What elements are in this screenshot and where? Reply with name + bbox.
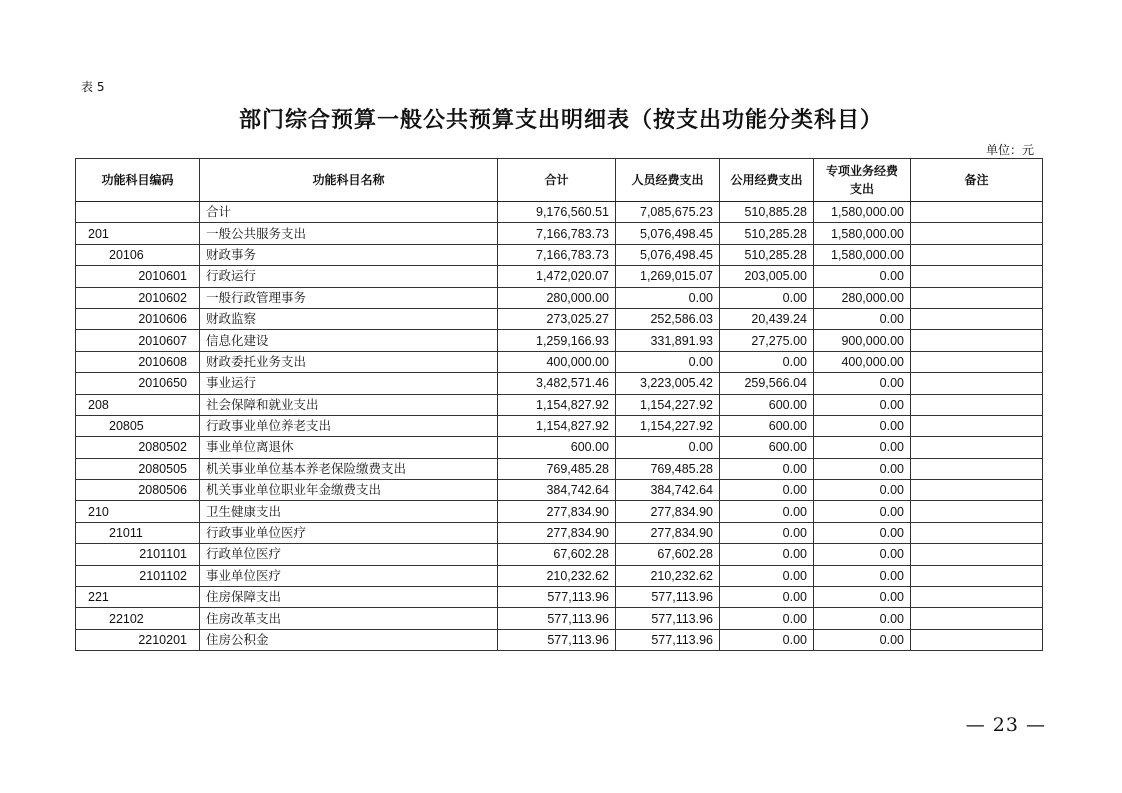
cell-public: 600.00 <box>720 415 814 436</box>
cell-special: 0.00 <box>814 373 911 394</box>
cell-total: 577,113.96 <box>498 629 616 650</box>
cell-special: 1,580,000.00 <box>814 244 911 265</box>
table-row <box>76 330 1043 351</box>
cell-remark <box>911 266 1043 287</box>
header-personnel: 人员经费支出 <box>616 159 720 202</box>
table-row <box>76 544 1043 565</box>
cell-personnel: 1,154,227.92 <box>616 394 720 415</box>
cell-total: 384,742.64 <box>498 480 616 501</box>
cell-public: 0.00 <box>720 287 814 308</box>
table-row <box>76 394 1043 415</box>
cell-remark <box>911 202 1043 223</box>
cell-code: 2210201 <box>76 629 200 650</box>
table-row <box>76 308 1043 329</box>
cell-code: 208 <box>76 394 200 415</box>
cell-special: 900,000.00 <box>814 330 911 351</box>
cell-total: 1,259,166.93 <box>498 330 616 351</box>
cell-code: 20106 <box>76 244 200 265</box>
cell-personnel: 577,113.96 <box>616 587 720 608</box>
cell-personnel: 577,113.96 <box>616 629 720 650</box>
table-row <box>76 522 1043 543</box>
cell-name: 合计 <box>200 202 498 223</box>
cell-code: 2010608 <box>76 351 200 372</box>
cell-special: 0.00 <box>814 394 911 415</box>
cell-public: 0.00 <box>720 458 814 479</box>
cell-name: 住房公积金 <box>200 629 498 650</box>
cell-public: 27,275.00 <box>720 330 814 351</box>
cell-special: 0.00 <box>814 608 911 629</box>
cell-name: 机关事业单位基本养老保险缴费支出 <box>200 458 498 479</box>
cell-name: 信息化建设 <box>200 330 498 351</box>
cell-remark <box>911 544 1043 565</box>
cell-special: 0.00 <box>814 587 911 608</box>
cell-personnel: 252,586.03 <box>616 308 720 329</box>
header-row <box>76 159 1043 202</box>
cell-public: 203,005.00 <box>720 266 814 287</box>
cell-remark <box>911 223 1043 244</box>
cell-personnel: 384,742.64 <box>616 480 720 501</box>
table-row <box>76 501 1043 522</box>
cell-name: 住房改革支出 <box>200 608 498 629</box>
cell-remark <box>911 587 1043 608</box>
cell-code: 2010606 <box>76 308 200 329</box>
cell-name: 行政事业单位养老支出 <box>200 415 498 436</box>
cell-remark <box>911 608 1043 629</box>
cell-name: 行政事业单位医疗 <box>200 522 498 543</box>
header-public: 公用经费支出 <box>720 159 814 202</box>
cell-total: 600.00 <box>498 437 616 458</box>
cell-name: 财政事务 <box>200 244 498 265</box>
cell-public: 510,885.28 <box>720 202 814 223</box>
cell-public: 259,566.04 <box>720 373 814 394</box>
cell-personnel: 577,113.96 <box>616 608 720 629</box>
cell-public: 0.00 <box>720 565 814 586</box>
header-code: 功能科目编码 <box>76 159 200 202</box>
cell-personnel: 3,223,005.42 <box>616 373 720 394</box>
cell-total: 577,113.96 <box>498 608 616 629</box>
cell-special: 0.00 <box>814 415 911 436</box>
cell-name: 事业单位离退休 <box>200 437 498 458</box>
cell-name: 事业运行 <box>200 373 498 394</box>
cell-remark <box>911 287 1043 308</box>
cell-special: 0.00 <box>814 501 911 522</box>
cell-name: 住房保障支出 <box>200 587 498 608</box>
cell-name: 社会保障和就业支出 <box>200 394 498 415</box>
cell-total: 280,000.00 <box>498 287 616 308</box>
page-number: — 23 — <box>965 714 1046 736</box>
cell-code: 20805 <box>76 415 200 436</box>
cell-special: 1,580,000.00 <box>814 202 911 223</box>
cell-code: 2010602 <box>76 287 200 308</box>
cell-name: 机关事业单位职业年金缴费支出 <box>200 480 498 501</box>
cell-special: 0.00 <box>814 266 911 287</box>
cell-public: 0.00 <box>720 608 814 629</box>
header-special-line1: 专项业务经费 <box>825 164 898 178</box>
header-remark: 备注 <box>911 159 1043 202</box>
cell-public: 0.00 <box>720 480 814 501</box>
table-row <box>76 629 1043 650</box>
cell-code <box>76 202 200 223</box>
cell-name: 财政委托业务支出 <box>200 351 498 372</box>
cell-remark <box>911 244 1043 265</box>
cell-remark <box>911 330 1043 351</box>
cell-total: 210,232.62 <box>498 565 616 586</box>
cell-code: 210 <box>76 501 200 522</box>
cell-special: 0.00 <box>814 437 911 458</box>
cell-total: 3,482,571.46 <box>498 373 616 394</box>
header-name: 功能科目名称 <box>200 159 498 202</box>
cell-code: 2010650 <box>76 373 200 394</box>
cell-public: 600.00 <box>720 437 814 458</box>
cell-code: 2080506 <box>76 480 200 501</box>
cell-code: 2010607 <box>76 330 200 351</box>
cell-public: 0.00 <box>720 351 814 372</box>
cell-name: 财政监察 <box>200 308 498 329</box>
cell-total: 7,166,783.73 <box>498 244 616 265</box>
cell-special: 0.00 <box>814 629 911 650</box>
unit-label: 单位：元 <box>985 143 1034 157</box>
cell-personnel: 0.00 <box>616 437 720 458</box>
cell-name: 事业单位医疗 <box>200 565 498 586</box>
cell-remark <box>911 629 1043 650</box>
cell-code: 2101102 <box>76 565 200 586</box>
cell-code: 2010601 <box>76 266 200 287</box>
header-special-line2: 支出 <box>849 182 874 196</box>
cell-remark <box>911 565 1043 586</box>
cell-personnel: 277,834.90 <box>616 501 720 522</box>
table-row <box>76 202 1043 223</box>
cell-total: 67,602.28 <box>498 544 616 565</box>
cell-remark <box>911 458 1043 479</box>
table-row <box>76 287 1043 308</box>
cell-total: 9,176,560.51 <box>498 202 616 223</box>
table-row <box>76 223 1043 244</box>
table-body <box>76 202 1043 651</box>
cell-name: 一般公共服务支出 <box>200 223 498 244</box>
cell-total: 769,485.28 <box>498 458 616 479</box>
cell-personnel: 5,076,498.45 <box>616 244 720 265</box>
cell-special: 0.00 <box>814 544 911 565</box>
cell-public: 0.00 <box>720 522 814 543</box>
cell-total: 1,154,827.92 <box>498 415 616 436</box>
cell-personnel: 0.00 <box>616 351 720 372</box>
cell-personnel: 67,602.28 <box>616 544 720 565</box>
cell-public: 0.00 <box>720 501 814 522</box>
cell-personnel: 0.00 <box>616 287 720 308</box>
cell-total: 277,834.90 <box>498 522 616 543</box>
cell-personnel: 7,085,675.23 <box>616 202 720 223</box>
cell-code: 2080505 <box>76 458 200 479</box>
cell-remark <box>911 351 1043 372</box>
table-row <box>76 587 1043 608</box>
cell-total: 400,000.00 <box>498 351 616 372</box>
cell-name: 卫生健康支出 <box>200 501 498 522</box>
cell-total: 273,025.27 <box>498 308 616 329</box>
header-total: 合计 <box>498 159 616 202</box>
cell-total: 277,834.90 <box>498 501 616 522</box>
cell-remark <box>911 373 1043 394</box>
cell-code: 2080502 <box>76 437 200 458</box>
cell-special: 0.00 <box>814 308 911 329</box>
cell-code: 221 <box>76 587 200 608</box>
cell-personnel: 769,485.28 <box>616 458 720 479</box>
cell-personnel: 1,269,015.07 <box>616 266 720 287</box>
cell-special: 0.00 <box>814 458 911 479</box>
cell-special: 280,000.00 <box>814 287 911 308</box>
cell-remark <box>911 480 1043 501</box>
table-row <box>76 415 1043 436</box>
cell-total: 7,166,783.73 <box>498 223 616 244</box>
table-header <box>76 159 1043 202</box>
table-row <box>76 266 1043 287</box>
cell-total: 577,113.96 <box>498 587 616 608</box>
cell-public: 0.00 <box>720 629 814 650</box>
cell-personnel: 331,891.93 <box>616 330 720 351</box>
cell-total: 1,472,020.07 <box>498 266 616 287</box>
table-row <box>76 565 1043 586</box>
cell-code: 2101101 <box>76 544 200 565</box>
cell-remark <box>911 501 1043 522</box>
table-row <box>76 608 1043 629</box>
cell-name: 行政单位医疗 <box>200 544 498 565</box>
cell-public: 0.00 <box>720 544 814 565</box>
cell-public: 510,285.28 <box>720 223 814 244</box>
table-row <box>76 244 1043 265</box>
cell-personnel: 210,232.62 <box>616 565 720 586</box>
cell-remark <box>911 437 1043 458</box>
table-row <box>76 373 1043 394</box>
cell-public: 600.00 <box>720 394 814 415</box>
cell-special: 1,580,000.00 <box>814 223 911 244</box>
cell-total: 1,154,827.92 <box>498 394 616 415</box>
cell-code: 22102 <box>76 608 200 629</box>
cell-remark <box>911 415 1043 436</box>
cell-code: 201 <box>76 223 200 244</box>
table-row <box>76 437 1043 458</box>
cell-remark <box>911 522 1043 543</box>
cell-public: 20,439.24 <box>720 308 814 329</box>
cell-name: 一般行政管理事务 <box>200 287 498 308</box>
cell-public: 510,285.28 <box>720 244 814 265</box>
table-row <box>76 351 1043 372</box>
cell-code: 21011 <box>76 522 200 543</box>
page-title: 部门综合预算一般公共预算支出明细表（按支出功能分类科目） <box>238 107 883 133</box>
table-row <box>76 480 1043 501</box>
cell-personnel: 1,154,227.92 <box>616 415 720 436</box>
cell-name: 行政运行 <box>200 266 498 287</box>
table-number-label: 表 5 <box>81 80 105 94</box>
cell-special: 400,000.00 <box>814 351 911 372</box>
cell-special: 0.00 <box>814 480 911 501</box>
header-special <box>814 159 911 202</box>
cell-personnel: 5,076,498.45 <box>616 223 720 244</box>
cell-remark <box>911 308 1043 329</box>
cell-public: 0.00 <box>720 587 814 608</box>
budget-table <box>75 158 1043 651</box>
cell-remark <box>911 394 1043 415</box>
table-row <box>76 458 1043 479</box>
cell-special: 0.00 <box>814 565 911 586</box>
cell-special: 0.00 <box>814 522 911 543</box>
cell-personnel: 277,834.90 <box>616 522 720 543</box>
